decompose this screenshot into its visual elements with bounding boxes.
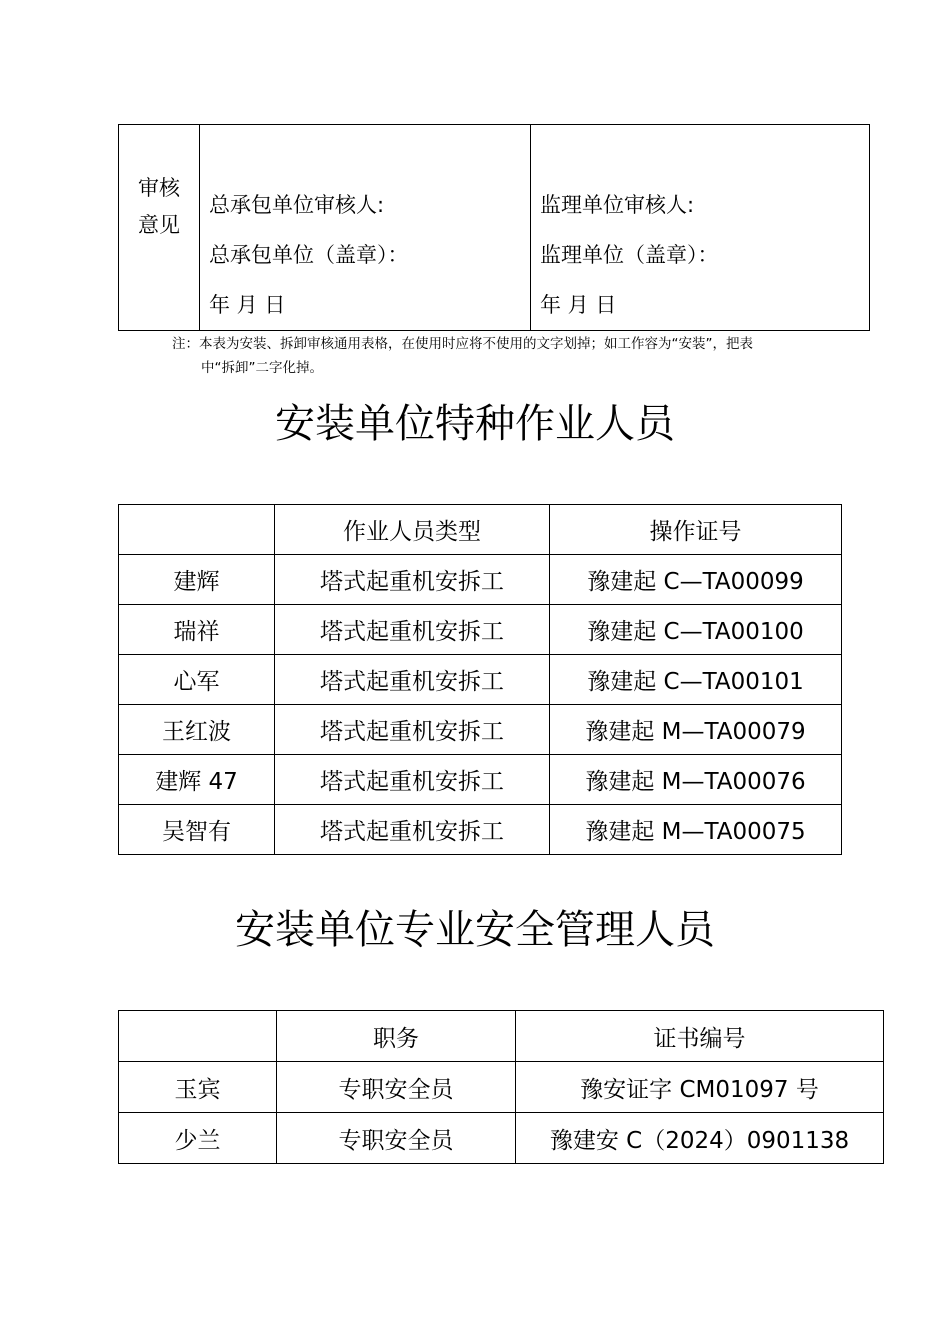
worker-type: 塔式起重机安拆工: [275, 705, 550, 755]
worker-name: 心军: [119, 655, 275, 705]
header-cell: 操作证号: [550, 505, 842, 555]
manager-position: 专职安全员: [277, 1113, 516, 1164]
worker-type: 塔式起重机安拆工: [275, 655, 550, 705]
table-row: [119, 705, 842, 755]
manager-cert: 豫安证字 CM01097 号: [516, 1062, 884, 1113]
workers-section-title: 安装单位特种作业人员: [275, 401, 675, 447]
supervision-review-cell: [531, 125, 870, 331]
worker-name: 建辉: [119, 555, 275, 605]
worker-name: 建辉 47: [119, 755, 275, 805]
worker-name: 吴智有: [119, 805, 275, 855]
table-row: [119, 1062, 884, 1113]
note-line-2: 中“拆卸”二字化掉。: [201, 360, 323, 376]
table-row: [119, 605, 842, 655]
worker-name: 王红波: [119, 705, 275, 755]
worker-type: 塔式起重机安拆工: [275, 755, 550, 805]
general-contractor-review-cell: [200, 125, 531, 331]
supervision-seal-label: 监理单位（盖章）：: [540, 243, 719, 267]
table-header-row: [119, 1011, 884, 1062]
supervision-date-label: 年 月 日: [540, 293, 617, 317]
manager-cert: 豫建安 C（2024）0901138: [516, 1113, 884, 1164]
worker-name: 瑞祥: [119, 605, 275, 655]
manager-name: 玉宾: [119, 1062, 277, 1113]
general-contractor-date-label: 年 月 日: [209, 293, 286, 317]
supervision-reviewer-label: 监理单位审核人:: [540, 193, 695, 217]
special-workers-table: [118, 504, 842, 855]
worker-cert: 豫建起 C—TA00101: [550, 655, 842, 705]
worker-cert: 豫建起 M—TA00075: [550, 805, 842, 855]
table-row: [119, 755, 842, 805]
review-label-line1: 审核: [138, 176, 180, 200]
header-cell: 职务: [277, 1011, 516, 1062]
review-opinion-table: [118, 124, 870, 331]
worker-type: 塔式起重机安拆工: [275, 605, 550, 655]
header-cell: 作业人员类型: [275, 505, 550, 555]
review-label-cell: [119, 125, 200, 331]
worker-cert: 豫建起 C—TA00099: [550, 555, 842, 605]
table-row: [119, 805, 842, 855]
header-cell: 证书编号: [516, 1011, 884, 1062]
general-contractor-reviewer-label: 总承包单位审核人:: [209, 193, 385, 217]
worker-type: 塔式起重机安拆工: [275, 805, 550, 855]
general-contractor-seal-label: 总承包单位（盖章）：: [209, 243, 409, 267]
table-header-row: [119, 505, 842, 555]
header-cell: [119, 1011, 277, 1062]
table-row: [119, 555, 842, 605]
review-label-line2: 意见: [138, 213, 180, 237]
table-row: [119, 1113, 884, 1164]
table-row: [119, 655, 842, 705]
manager-name: 少兰: [119, 1113, 277, 1164]
table-note: [172, 332, 832, 380]
header-cell: [119, 505, 275, 555]
safety-management-table: [118, 1010, 884, 1164]
management-section-title: 安装单位专业安全管理人员: [235, 907, 715, 953]
worker-cert: 豫建起 C—TA00100: [550, 605, 842, 655]
worker-cert: 豫建起 M—TA00076: [550, 755, 842, 805]
note-line-1: 注：本表为安装、拆卸审核通用表格，在使用时应将不使用的文字划掉；如工作容为“安装”，把表: [172, 336, 753, 352]
worker-cert: 豫建起 M—TA00079: [550, 705, 842, 755]
manager-position: 专职安全员: [277, 1062, 516, 1113]
worker-type: 塔式起重机安拆工: [275, 555, 550, 605]
